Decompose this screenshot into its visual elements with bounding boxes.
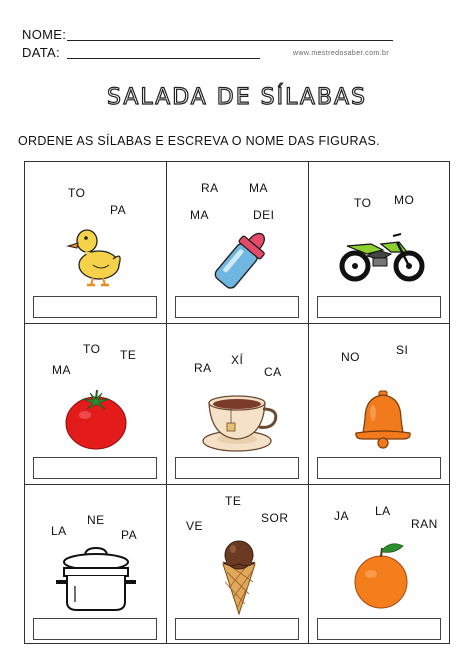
syllable: TO: [354, 196, 372, 210]
syllable: JA: [334, 509, 350, 523]
exercise-cell-tomato: [25, 323, 167, 484]
ice-cream-cone-icon: [219, 538, 259, 616]
answer-box[interactable]: [317, 618, 441, 640]
exercise-cell-pot: [25, 484, 167, 645]
date-row: [22, 45, 60, 60]
syllable: MA: [249, 181, 268, 195]
syllable: SI: [396, 343, 409, 357]
syllable: MA: [190, 208, 209, 222]
syllable: MA: [52, 363, 71, 377]
cooking-pot-icon: [55, 546, 137, 614]
syllable: RAN: [411, 517, 438, 531]
answer-box[interactable]: [175, 618, 299, 640]
duck-icon: [65, 219, 125, 289]
name-label: NOME:: [22, 27, 67, 42]
syllable: RA: [201, 181, 219, 195]
syllable: PA: [121, 528, 138, 542]
syllable: TO: [83, 342, 101, 356]
syllable: SOR: [261, 511, 289, 525]
exercise-cell-bottle: [167, 162, 309, 323]
motorcycle-icon: [337, 226, 427, 284]
site-url: www.mestredosaber.com.br: [293, 50, 389, 57]
answer-box[interactable]: [175, 296, 299, 318]
syllable: NO: [341, 350, 360, 364]
page-title: SALADA DE SÍLABAS: [106, 85, 368, 110]
exercise-cell-bell: [309, 323, 451, 484]
bell-icon: [353, 389, 413, 451]
exercise-cell-motorcycle: [309, 162, 451, 323]
teacup-icon: [201, 389, 281, 453]
baby-bottle-icon: [207, 226, 277, 292]
date-write-line[interactable]: [67, 58, 260, 59]
date-label: DATA:: [22, 45, 60, 60]
syllable: TE: [120, 348, 137, 362]
answer-box[interactable]: [317, 296, 441, 318]
answer-box[interactable]: [33, 457, 157, 479]
exercise-cell-duck: [25, 162, 167, 323]
syllable: VE: [186, 519, 204, 533]
exercise-cell-teacup: [167, 323, 309, 484]
syllable: CA: [264, 365, 282, 379]
syllable: MO: [394, 193, 415, 207]
answer-box[interactable]: [33, 296, 157, 318]
syllable: LA: [51, 524, 67, 538]
tomato-icon: [63, 387, 129, 451]
exercise-cell-orange: [309, 484, 451, 645]
exercise-cell-ice-cream: [167, 484, 309, 645]
orange-icon: [351, 540, 413, 610]
syllable: PA: [110, 203, 127, 217]
syllable: NE: [87, 513, 105, 527]
syllable: XÍ: [231, 353, 244, 367]
exercise-grid: [24, 161, 450, 644]
answer-box[interactable]: [175, 457, 299, 479]
syllable: TO: [68, 186, 86, 200]
name-row: [22, 27, 66, 42]
syllable: DEI: [253, 208, 275, 222]
answer-box[interactable]: [33, 618, 157, 640]
syllable: TE: [225, 494, 242, 508]
instructions-text: ORDENE AS SÍLABAS E ESCREVA O NOME DAS FIGURAS.: [18, 134, 380, 148]
name-write-line[interactable]: [67, 40, 393, 41]
syllable: LA: [375, 504, 391, 518]
syllable: RA: [194, 361, 212, 375]
answer-box[interactable]: [317, 457, 441, 479]
